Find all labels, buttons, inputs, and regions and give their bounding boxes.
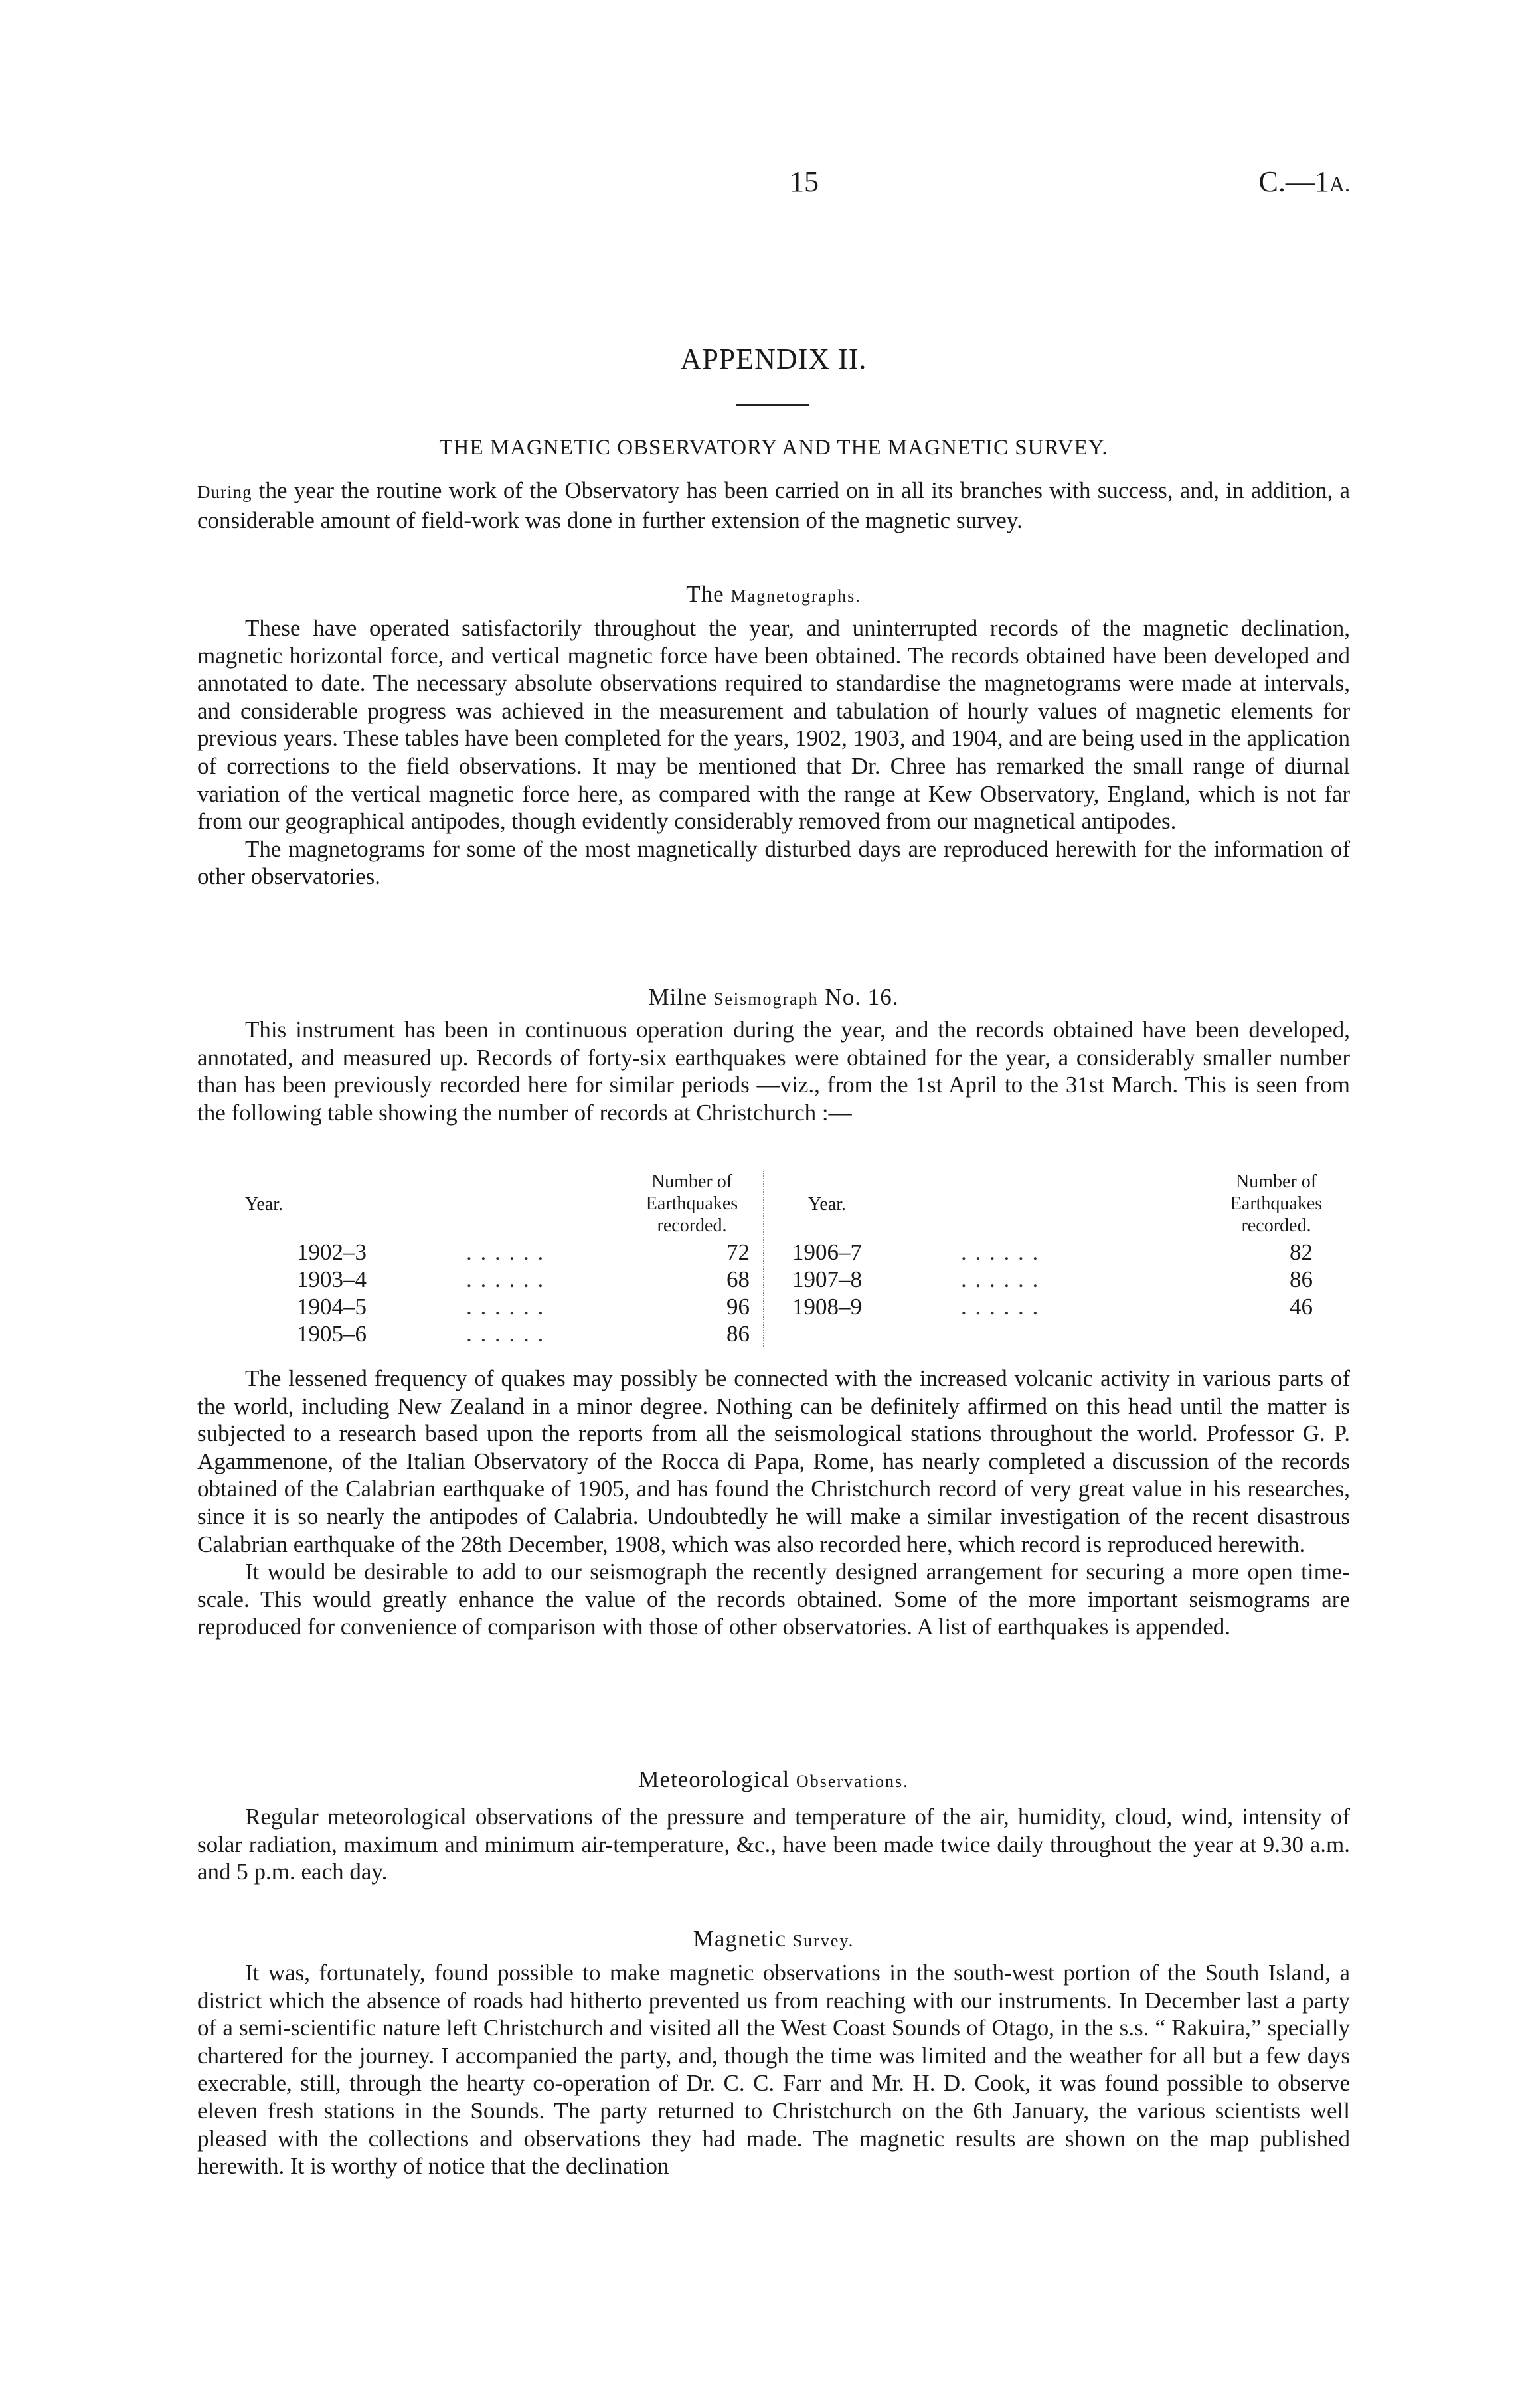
- intro-text: the year the routine work of the Observatory has been carried on in all its branches with success, and, in addition, a considerable amount of field-work was done in further extension of the magnetic survey.: [197, 477, 1350, 533]
- table-row-count: 46: [1290, 1294, 1313, 1320]
- survey-heading-initial: Magnetic: [693, 1926, 786, 1952]
- main-heading: THE MAGNETIC OBSERVATORY AND THE MAGNETIC SURVEY.: [439, 436, 1108, 460]
- appendix-title: APPENDIX II.: [680, 343, 867, 375]
- earthquake-table: [197, 1171, 1350, 1350]
- table-row-year: 1903–4: [297, 1266, 367, 1292]
- seismograph-heading-rest: Seismograph: [713, 989, 819, 1009]
- left-year-header: Year.: [245, 1194, 284, 1215]
- table-row-leader: . . . . . .: [961, 1266, 1040, 1292]
- left-count-header-line-2: Earthquakes: [645, 1193, 738, 1214]
- seismograph-heading-initial: Milne: [648, 984, 708, 1010]
- seismograph-paragraph-2: The lessened frequency of quakes may possibly be connected with the increased volcanic activity in various parts of the world, including New Zealand in a minor degree. Nothing can be definitely affirmed on this head until the matter is subjected to a research based upon the reports from all the seismological stations throughout the world. Professor G. P. Agammenone, of the Italian Observatory of the Rocca di Papa, Rome, has nearly completed a discussion of the records obtained of the Calabrian earthquake of 1905, and has found the Christchurch record of very great value in his researches, since it is so nearly the antipodes of Calabria. Undoubtedly he will make a similar investigation of the recent disastrous Calabrian earthquake of the 28th December, 1908, which was also recorded here, which record is reproduced herewith.: [197, 1365, 1350, 1557]
- intro-block: [197, 477, 1350, 534]
- seismograph-paragraph-3: It would be desirable to add to our seismograph the recently designed arrangement for securing a more open time-scale. This would greatly enhance the value of the records obtained. Some of the more important seismograms are reproduced for convenience of comparison with those of other observatories. A list of earthquakes is appended.: [197, 1559, 1350, 1640]
- left-count-header-line-3: recorded.: [657, 1215, 727, 1236]
- table-row-leader: . . . . . .: [466, 1239, 545, 1265]
- seismograph-heading-number: No. 16.: [825, 984, 899, 1010]
- table-row-leader: . . . . . .: [466, 1321, 545, 1347]
- seismograph-discussion-block: [197, 1365, 1350, 1641]
- meteorological-block: [197, 1803, 1350, 1886]
- seismograph-heading: [197, 984, 1350, 1011]
- meteorological-heading-initial: Meteorological: [638, 1766, 790, 1792]
- title-rule: [736, 404, 809, 406]
- magnetographs-block: [197, 614, 1350, 891]
- survey-heading: [197, 1926, 1350, 1952]
- seismograph-paragraph-1: This instrument has been in continuous operation during the year, and the records obtained have been developed, annotated, and measured up. Records of forty-six earthquakes were obtained for the year, a considerably smaller number than has been previously recorded here for similar periods —viz., from the 1st April to the 31st March. This is seen from the following table showing the number of records at Christchurch :—: [197, 1017, 1350, 1126]
- document-code-main: C.—1: [1258, 165, 1329, 198]
- meteorological-paragraph: Regular meteorological observations of the pressure and temperature of the air, humidity, cloud, wind, intensity of solar radiation, maximum and minimum air-temperature, &c., have been made twice daily throughout the year at 9.30 a.m. and 5 p.m. each day.: [197, 1804, 1350, 1885]
- left-count-header-line-1: Number of: [651, 1171, 733, 1192]
- magnetographs-paragraph-1: These have operated satisfactorily throughout the year, and uninterrupted records of the magnetic declination, magnetic horizontal force, and vertical magnetic force have been obtained. The records obtained have been developed and annotated to date. The necessary absolute observations required to standardise the magnetograms were made at intervals, and considerable progress was achieved in the measurement and tabulation of hourly values of magnetic elements for previous years. These tables have been completed for the years, 1902, 1903, and 1904, and are being used in the application of corrections to the field observations. It may be mentioned that Dr. Chree has remarked the small range of diurnal variation of the vertical magnetic force here, as compared with the range at Kew Observatory, England, which is not far from our geographical antipodes, though evidently considerably removed from our magnetical antipodes.: [197, 615, 1350, 835]
- right-count-header-line-2: Earthquakes: [1230, 1193, 1323, 1214]
- table-row-count: 82: [1290, 1239, 1313, 1265]
- intro-paragraph: [197, 477, 1350, 534]
- table-row-leader: . . . . . .: [466, 1294, 545, 1320]
- table-row-year: 1907–8: [792, 1266, 862, 1292]
- right-year-header: Year.: [808, 1194, 847, 1215]
- document-code-suffix: A.: [1329, 172, 1350, 196]
- table-column-divider: [763, 1171, 764, 1347]
- intro-lead-word: During: [197, 482, 252, 502]
- right-count-header-line-3: recorded.: [1241, 1215, 1311, 1236]
- table-row-year: 1904–5: [297, 1294, 367, 1320]
- table-row-year: 1905–6: [297, 1321, 367, 1347]
- magnetographs-paragraph-2: The magnetograms for some of the most magnetically disturbed days are reproduced herewith for the information of other observatories.: [197, 835, 1350, 890]
- magnetographs-heading: [197, 581, 1350, 608]
- magnetographs-heading-initial: The: [686, 581, 724, 607]
- survey-block: [197, 1959, 1350, 2180]
- table-row-year: 1906–7: [792, 1239, 862, 1265]
- seismograph-intro-block: [197, 1016, 1350, 1126]
- survey-heading-rest: Survey.: [792, 1931, 855, 1950]
- table-row-leader: . . . . . .: [961, 1294, 1040, 1320]
- table-row-count: 96: [726, 1294, 750, 1320]
- running-head: [197, 165, 1350, 205]
- table-row-count: 86: [1290, 1266, 1313, 1292]
- meteorological-heading: [197, 1766, 1350, 1793]
- table-row-count: 72: [726, 1239, 750, 1265]
- table-row-count: 68: [726, 1266, 750, 1292]
- left-count-header: [622, 1171, 762, 1237]
- table-row-leader: . . . . . .: [961, 1239, 1040, 1265]
- right-count-header-line-1: Number of: [1235, 1171, 1317, 1192]
- table-row-year: 1902–3: [297, 1239, 367, 1265]
- magnetographs-heading-rest: Magnetographs.: [730, 586, 861, 606]
- table-row-year: 1908–9: [792, 1294, 862, 1320]
- document-page: [197, 0, 1350, 2408]
- table-row-leader: . . . . . .: [466, 1266, 545, 1292]
- right-count-header: [1207, 1171, 1346, 1237]
- document-code: [1259, 165, 1350, 199]
- survey-paragraph: It was, fortunately, found possible to make magnetic observations in the south-west portion of the South Island, a district which the absence of roads had hitherto prevented us from reaching with our instruments. In December last a party of a semi-scientific nature left Christchurch and visited all the West Coast Sounds of Otago, in the s.s. “ Rakuira,” specially chartered for the journey. I accompanied the party, and, though the time was limited and the weather for all but a few days execrable, still, through the hearty co-operation of Dr. C. C. Farr and Mr. H. D. Cook, it was found possible to observe eleven fresh stations in the Sounds. The party returned to Christchurch on the 6th January, the various scientists well pleased with the collections and observations they had made. The magnetic results are shown on the map published herewith. It is worthy of notice that the declination: [197, 1960, 1350, 2180]
- meteorological-heading-rest: Observations.: [796, 1772, 909, 1791]
- page-number: 15: [790, 165, 819, 198]
- table-row-count: 86: [726, 1321, 750, 1347]
